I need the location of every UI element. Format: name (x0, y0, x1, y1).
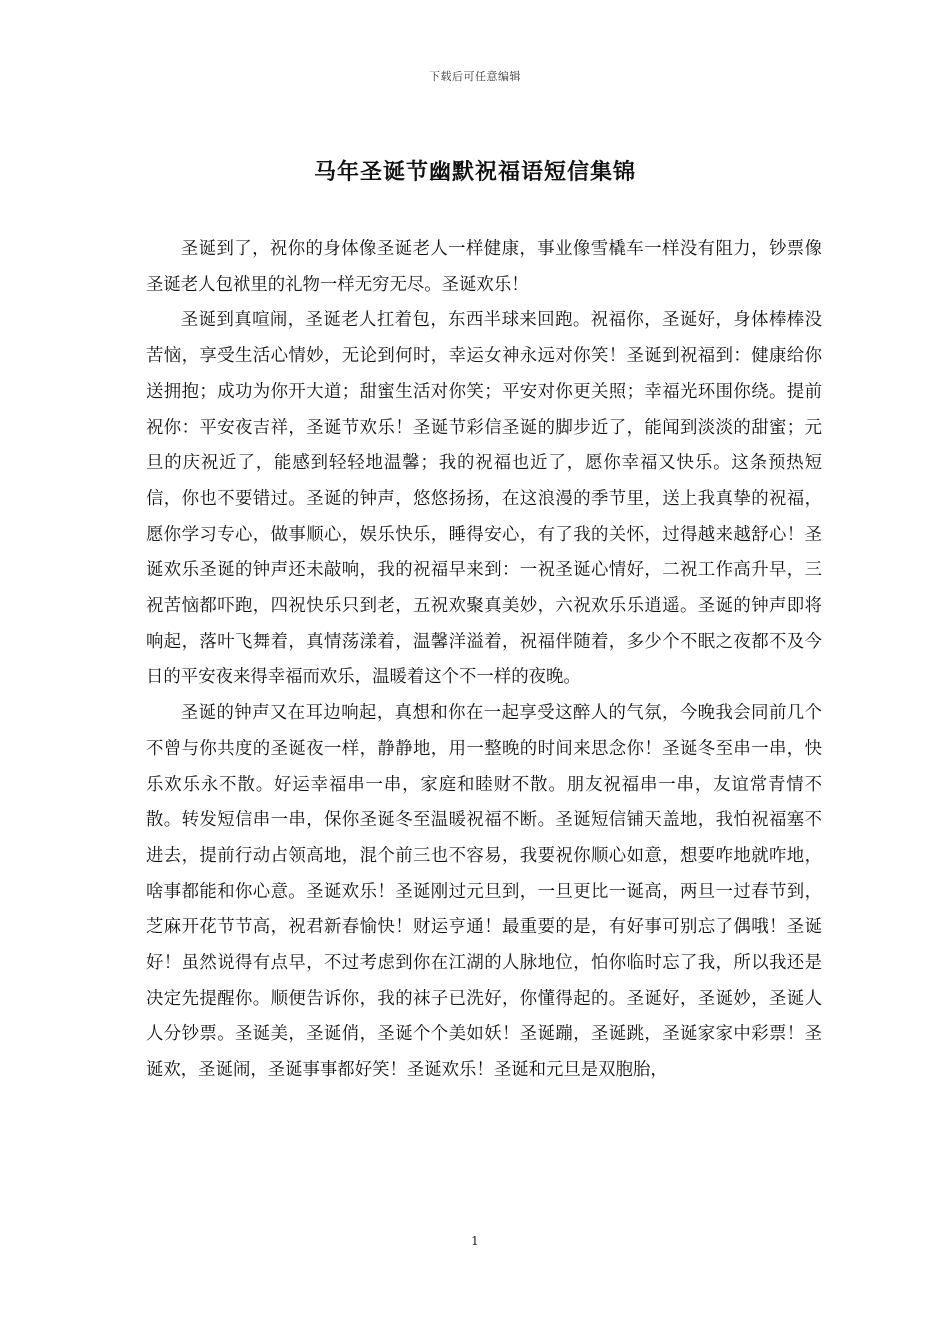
document-title: 马年圣诞节幽默祝福语短信集锦 (313, 159, 636, 185)
header-note: 下载后可任意编辑 (429, 70, 521, 83)
paragraph-3: 圣诞的钟声又在耳边响起，真想和你在一起享受这醉人的气氛，今晚我会同前几个不曾与你共度的圣诞夜一样，静静地，用一整晚的时间来思念你！圣诞冬至串一串，快乐欢乐永不散。好运幸福串一串，家庭和睦财不散。朋友祝福串一串，友谊常青情不散。转发短信串一串，保你圣诞冬至温暖祝福不断。圣诞短信铺天盖地，我怕祝福塞不进去，提前行动占领高地，混个前三也不容易，我要祝你顺心如意，想要咋地就咋地，啥事都能和你心意。圣诞欢乐！圣诞刚过元旦到，一旦更比一诞高，两旦一过春节到，芝麻开花节节高，祝君新春愉快！财运亨通！最重要的是，有好事可别忘了偶哦！圣诞好！虽然说得有点早，不过考虑到你在江湖的人脉地位，怕你临时忘了我，所以我还是决定先提醒你。顺便告诉你，我的袜子已洗好，你懂得起的。圣诞好，圣诞妙，圣诞人人分钞票。圣诞美，圣诞俏，圣诞个个美如妖！圣诞蹦，圣诞跳，圣诞家家中彩票！圣诞欢，圣诞闹，圣诞事事都好笑！圣诞欢乐！圣诞和元旦是双胞胎， (146, 703, 822, 1081)
paragraph-2: 圣诞到真喧闹，圣诞老人扛着包，东西半球来回跑。祝福你，圣诞好，身体棒棒没苦恼，享受生活心情妙，无论到何时，幸运女神永远对你笑！圣诞到祝福到：健康给你送拥抱；成功为你开大道；甜蜜生活对你笑；平安对你更关照；幸福光环围你绕。提前祝你：平安夜吉祥，圣诞节欢乐！圣诞节彩信圣诞的脚步近了，能闻到淡淡的甜蜜；元旦的庆祝近了，能感到轻轻地温馨；我的祝福也近了，愿你幸福又快乐。这条预热短信，你也不要错过。圣诞的钟声，悠悠扬扬，在这浪漫的季节里，送上我真挚的祝福，愿你学习专心，做事顺心，娱乐快乐，睡得安心，有了我的关怀，过得越来越舒心！圣诞欢乐圣诞的钟声还未敲响，我的祝福早来到：一祝圣诞心情好，二祝工作高升早，三祝苦恼都吓跑，四祝快乐只到老，五祝欢聚真美妙，六祝欢乐乐逍遥。圣诞的钟声即将响起，落叶飞舞着，真情荡漾着，温馨洋溢着，祝福伴随着，多少个不眠之夜都不及今日的平安夜来得幸福而欢乐，温暖着这个不一样的夜晚。 (146, 310, 822, 688)
page-number: 1 (471, 1234, 479, 1248)
paragraph-1: 圣诞到了，祝你的身体像圣诞老人一样健康，事业像雪橇车一样没有阻力，钞票像圣诞老人包袱里的礼物一样无穷无尽。圣诞欢乐！ (146, 239, 822, 295)
document-body (146, 232, 822, 1089)
